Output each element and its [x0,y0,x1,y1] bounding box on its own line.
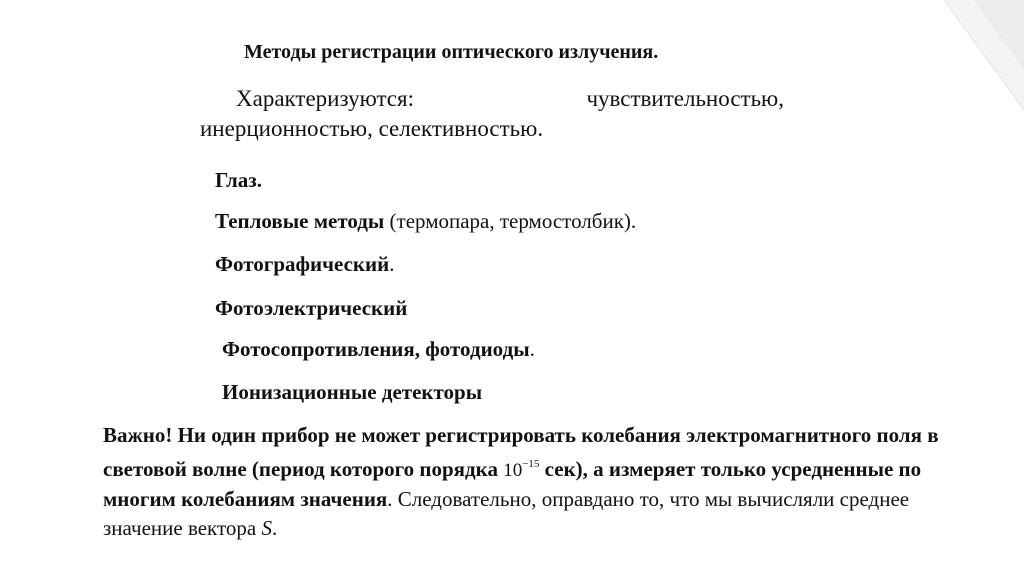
characteristics-sensitivity: чувствительностью, [586,86,784,111]
method-photoresistors-dot: . [529,337,535,361]
method-eye [215,170,262,191]
note-period-power [503,460,539,481]
note-end: . [271,516,278,540]
method-thermal [215,211,636,232]
important-note [103,421,983,543]
method-thermal-detail: (термопара, термостолбик). [384,209,637,233]
method-photoresistors [222,339,535,360]
method-photoresistors-label: Фотосопротивления, фотодиоды [222,337,530,361]
note-vector-symbol: S [261,516,272,540]
characteristics-line-2: инерционностью, селективностью. [200,116,544,141]
note-power-exponent: −15 [522,458,540,470]
method-photographic-label: Фотографический [215,252,390,276]
method-ionization [222,382,482,403]
note-bold-part-2: сек), а измеряет только усредненные по многим колебаниям значения [103,457,922,511]
method-ionization-label: Ионизационные детекторы [222,380,483,404]
method-photoelectric-label: Фотоэлектрический [215,296,408,320]
slide-title: Методы регистрации оптического излучения. [244,41,659,63]
note-normal-part: . Следовательно, оправдано то, что мы вычисляли среднее значение вектора [103,487,910,540]
method-eye-label: Глаз. [215,168,262,192]
method-photographic [215,254,394,275]
method-photoelectric [215,298,407,319]
characteristics-label: Характеризуются: [236,86,414,111]
characteristics-line-1 [236,87,784,110]
method-photographic-dot: . [389,252,395,276]
method-thermal-label: Тепловые методы [215,209,385,233]
note-bold-part-1: Важно! Ни один прибор не может регистрировать колебания электромагнитного поля в световой волне (период которого порядка [103,423,939,481]
note-power-base: 10 [503,460,523,481]
